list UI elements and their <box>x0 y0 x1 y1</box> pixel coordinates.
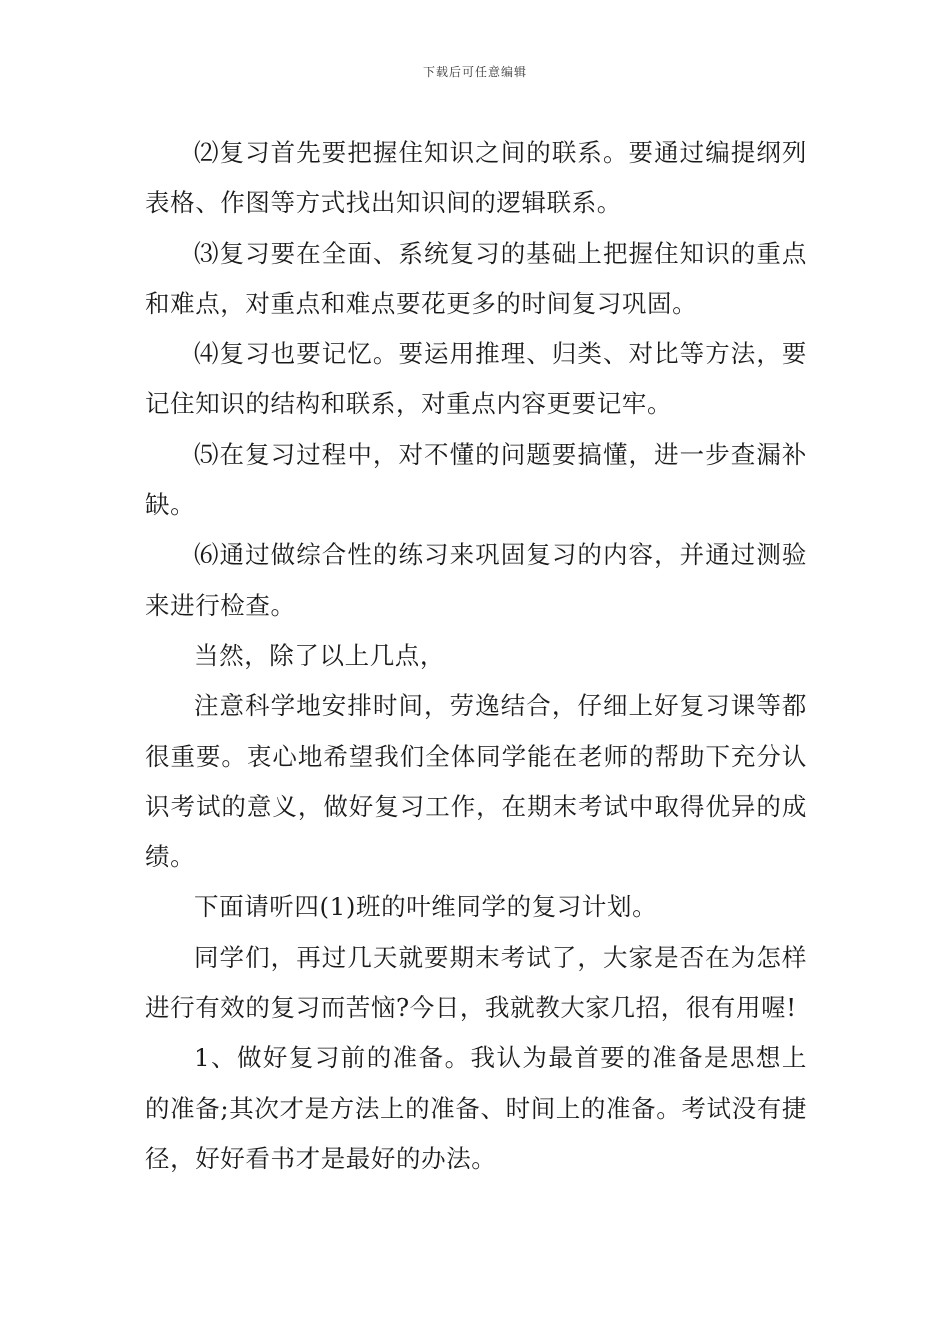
paragraph-review-connections: ⑵复习首先要把握住知识之间的联系。要通过编提纲列表格、作图等方式找出知识间的逻辑联系。 <box>145 138 807 218</box>
paragraph-fill-gaps: ⑸在复习过程中，对不懂的问题要搞懂，进一步查漏补缺。 <box>145 439 807 520</box>
paragraph-key-points: ⑶复习要在全面、系统复习的基础上把握住知识的重点和难点，对重点和难点要花更多的时间复习巩固。 <box>145 238 807 318</box>
paragraph-besides: 当然，除了以上几点， <box>194 640 445 670</box>
paragraph-arrange-time: 注意科学地安排时间，劳逸结合，仔细上好复习课等都很重要。衷心地希望我们全体同学能在老师的帮助下充分认识考试的意义，做好复习工作，在期末考试中取得优异的成绩。 <box>145 691 807 872</box>
document-body <box>145 128 807 1184</box>
page-header: 下载后可任意编辑 <box>422 65 527 79</box>
paragraph-classmates: 同学们，再过几天就要期末考试了，大家是否在为怎样进行有效的复习而苦恼?今日，我就教大家几招，很有用喔! <box>145 942 807 1023</box>
paragraph-practice: ⑹通过做综合性的练习来巩固复习的内容，并通过测验来进行检查。 <box>145 540 807 620</box>
paragraph-next-speaker: 下面请听四(1)班的叶维同学的复习计划。 <box>194 892 658 922</box>
paragraph-memory: ⑷复习也要记忆。要运用推理、归类、对比等方法，要记住知识的结构和联系，对重点内容更要记牢。 <box>145 339 807 419</box>
paragraph-preparation: 1、做好复习前的准备。我认为最首要的准备是思想上的准备;其次才是方法上的准备、时间上的准备。考试没有捷径，好好看书才是最好的办法。 <box>145 1043 807 1173</box>
